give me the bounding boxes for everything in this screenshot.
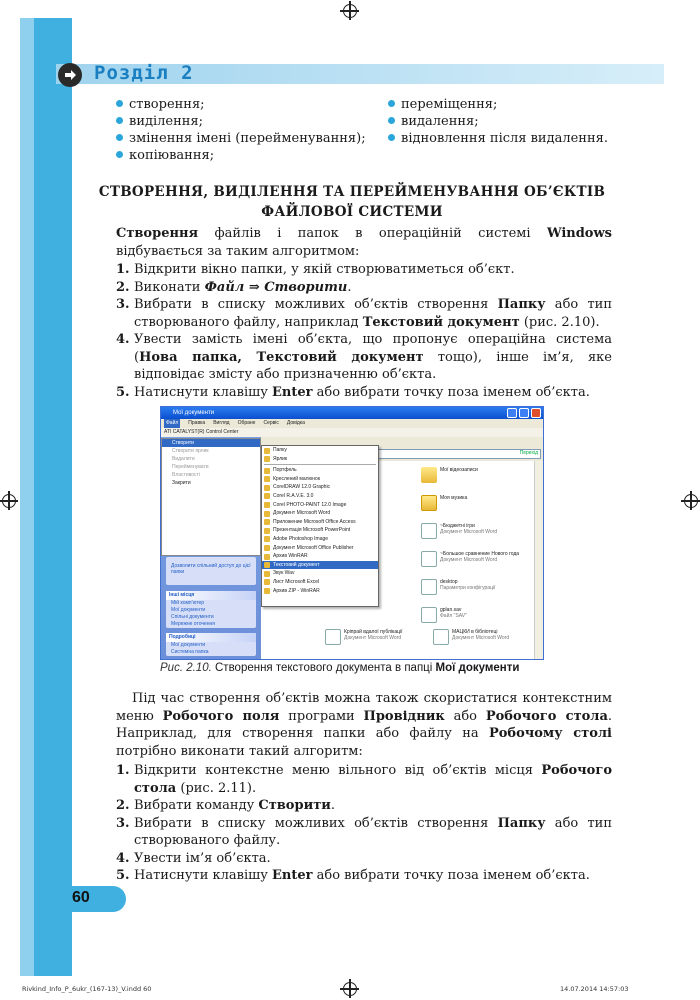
menu-item[interactable]: Сервіс [263,420,279,426]
create-submenu-item[interactable]: Текстовий документ [262,561,378,570]
file-labels [452,629,509,641]
footer-timestamp: 14.07.2014 14:57:03 [560,985,629,993]
step-fragment: або вибрати точку поза іменем об’єкта. [312,384,590,400]
step-item [116,867,612,885]
create-submenu-item[interactable]: Corel R.A.V.E. 3.0 [262,492,378,501]
step-text [134,867,612,885]
file-labels [440,467,478,473]
bullet-item [116,96,366,113]
intro-text-2: відбувається за таким алгоритмом: [116,243,360,259]
step-item [116,331,612,384]
step-number: 4. [116,850,130,866]
step-bold: Створити [258,798,331,813]
step-fragment: Увести замість імені об’єкта, що пропонує операційна система ( [134,332,612,365]
file-labels [440,523,497,535]
create-submenu-item[interactable]: Звук Wav [262,569,378,578]
step-fragment: або вибрати точку поза іменем об’єкта. [312,868,590,883]
document-icon [325,629,341,645]
file-type: Документ Microsoft Word [344,635,402,641]
menu-separator [264,464,376,465]
bullet-dot-icon [388,134,395,141]
step-bold: Робочого стола [134,763,612,796]
window-menu-bar [161,419,543,428]
folder-icon [421,495,437,511]
bullet-dot-icon [388,117,395,124]
explorer-screenshot [160,406,544,660]
step-fragment: або тип створюваного файлу, наприклад [134,297,612,330]
toolbar-text: ATI CATALYST(R) Control Center [164,429,239,435]
create-submenu-item[interactable]: Презентація Microsoft PowerPoint [262,526,378,535]
details-panel [166,633,256,656]
window-controls [507,408,541,418]
bullet-item [116,130,366,147]
bullet-dot-icon [116,134,123,141]
step-text [134,384,612,402]
step-bold: Папку [497,815,546,831]
file-labels [344,629,402,641]
create-submenu-item[interactable]: Приложение Microsoft Office Access [262,518,378,527]
step-item [116,850,612,868]
create-submenu-item[interactable]: Ярлик [262,455,378,464]
step-bold: Нова папка, Текстовий документ [139,349,424,365]
step-number: 2. [116,279,130,295]
step-fragment: . [347,279,352,295]
step-text [134,815,612,850]
places-panel [166,591,256,628]
file-type: Документ Microsoft Word [440,529,498,535]
bullet-text: створення; [129,97,205,112]
window-title-bar [161,407,543,419]
step-fragment: Відкрити вікно папки, у якій створюватиметься об’єкт. [134,262,515,277]
crop-mark-top-icon [343,4,357,18]
create-submenu-item[interactable]: Документ Microsoft Word [262,509,378,518]
step-number: 3. [116,815,130,831]
file-menu-item[interactable]: Закрити [172,480,191,486]
bullet-dot-icon [116,117,123,124]
create-submenu-item[interactable]: Corel PHOTO-PAINT 12.0 Image [262,501,378,510]
step-item [116,384,612,402]
step-bold: Enter [272,868,313,883]
step-fragment: Відкрити контекстне меню вільного від об’єктів місця [134,763,542,778]
file-labels [440,551,519,563]
step-number: 1. [116,262,130,277]
menu-item[interactable]: Правка [188,420,206,426]
document-icon [421,607,437,623]
file-menu-item[interactable]: Перейменувати [172,464,209,470]
chapter-arrow-icon [58,63,82,87]
create-submenu-item[interactable]: Архив WinRAR [262,552,378,561]
caption-text: Створення текстового документа в папці [211,662,436,674]
intro-text-1: файлів і папок в операційній системі [198,226,547,241]
step-text [134,331,612,384]
page-number-tab [56,886,126,912]
steps-list-2 [116,762,612,885]
steps-list-1 [116,261,612,401]
file-name: gplan.sav [440,607,462,613]
file-labels [440,607,467,619]
step-number: 2. [116,798,130,813]
figure-caption [160,662,560,674]
para2-bold-2: Провідник [363,708,445,724]
step-fragment: . [330,798,336,813]
para2-text-1: Під час створення об’єктів можна також скористатися контекстним меню [116,691,612,724]
folder-icon [421,467,437,483]
step-text [134,279,612,297]
menu-item[interactable]: Обране [237,420,256,426]
intro-bold-1: Створення [116,226,199,241]
menu-item[interactable]: Довідка [286,420,305,426]
create-submenu-item[interactable]: CorelDRAW 12.0 Graphic [262,483,378,492]
step-fragment: Вибрати в списку можливих об’єктів створення [134,815,498,831]
step-bold: Файл ⇒ Створити [204,279,348,295]
caption-bold: Мої документи [435,662,520,674]
intro-bold-2: Windows [546,226,612,241]
intro-paragraph [116,225,612,260]
go-button: Перехід [519,450,538,456]
file-menu-item[interactable]: Властивості [172,472,200,478]
address-bar [376,449,541,459]
create-submenu-item[interactable]: Портфель [262,466,378,475]
file-item[interactable] [421,467,544,483]
caption-label: Рис. 2.10. [160,662,212,674]
document-icon [421,523,437,539]
bullet-list-left [116,96,366,164]
step-text [134,797,612,815]
step-bold: Текстовий документ [362,314,520,330]
bullet-dot-icon [116,100,123,107]
create-submenu-item[interactable]: Лист Microsoft Excel [262,578,378,587]
para2-bold-4: Робочому столі [488,726,612,741]
bullet-text: відновлення після видалення. [401,131,608,146]
bullet-item [116,147,366,164]
step-item [116,815,612,850]
file-name: ~Бюджетні ігри [440,523,475,529]
step-fragment: (рис. 2.11). [176,780,257,796]
step-item [116,261,612,279]
file-type: Файл "SAV" [440,613,467,619]
step-text [134,762,612,797]
section-heading-line1: СТВОРЕННЯ, ВИДІЛЕННЯ ТА ПЕРЕЙМЕНУВАННЯ ОБ’ЄКТІВ [98,184,606,200]
step-number: 3. [116,297,130,312]
task-pane-link[interactable]: Мої документи [171,607,206,613]
create-submenu-item[interactable]: Архив ZIP - WinRAR [262,587,378,596]
create-submenu-item[interactable]: Креслений малюнок [262,475,378,484]
step-fragment: Увести ім’я об’єкта. [134,850,271,866]
step-text [134,850,612,868]
create-submenu-item[interactable]: Документ Microsoft Office Publisher [262,544,378,553]
file-menu-item[interactable]: Створити [162,439,260,447]
step-fragment: Вибрати команду [134,798,259,813]
menu-item[interactable]: Файл [166,420,179,426]
task-pane-link[interactable]: Системна папка [171,649,209,655]
step-item [116,762,612,797]
places-panel-title: Інші місця [166,591,256,600]
step-number: 5. [116,868,130,883]
task-pane-link[interactable]: Мої документи [171,642,206,648]
document-icon [433,629,449,645]
section-heading [92,182,612,222]
bullet-item [388,130,608,147]
menu-item[interactable]: Вигляд [213,420,230,426]
section-heading-line2: ФАЙЛОВОЇ СИСТЕМИ [261,204,443,220]
crop-mark-right-icon [684,494,698,508]
file-name: desktop [440,579,458,585]
para2-bold-3: Робочого стола [485,708,608,724]
bullet-item [388,96,608,113]
bullet-item [116,113,366,130]
file-type: Документ Microsoft Word [452,635,510,641]
bullet-text: переміщення; [401,97,498,112]
bullet-dot-icon [388,100,395,107]
para2-text-5: потрібно виконати такий алгоритм: [116,743,363,759]
file-item[interactable] [421,607,544,623]
window-toolbar [161,428,543,437]
close-icon [531,408,541,418]
file-item[interactable] [421,551,544,567]
file-type: Документ Microsoft Word [440,557,498,563]
bullet-text: видалення; [401,114,479,129]
step-text [134,296,612,331]
file-type: Параметри конфігурації [440,585,496,591]
para2-bold-1: Робочого поля [162,708,280,724]
create-submenu-item[interactable]: Папку [262,446,378,455]
second-paragraph [116,690,612,760]
document-icon [421,579,437,595]
bullet-list-right [388,96,608,147]
file-name: ~Большое сравнение Нового года [440,551,520,557]
minimize-icon [507,408,517,418]
bullet-text: виділення; [129,114,204,129]
para2-text-3: або [444,708,486,724]
details-panel-title: Подробиці [166,633,256,642]
step-fragment: тощо), інше ім’я, яке відповідає змісту або призначенню об’єкта. [134,349,612,382]
para2-text-2: програми [279,708,364,724]
step-fragment: або тип створюваного файлу. [134,815,612,848]
step-bold: Папку [497,297,546,312]
file-labels [440,495,467,501]
file-name: Моя музика [440,495,468,501]
step-fragment: Натиснути клавішу [134,384,273,400]
file-item[interactable] [421,495,544,511]
side-color-band [20,18,72,976]
maximize-icon [519,408,529,418]
footer-file-info: Rivkind_Info_P_6ukr_(167-13)_V.indd 60 [22,985,152,993]
para2-text-4: . Наприклад, для створення папки або файлу на [116,708,613,741]
step-number: 5. [116,384,130,400]
window-title: Мої документи [173,410,215,416]
side-band-inner [20,18,34,976]
task-pane-link[interactable]: Спільні документи [171,614,214,620]
create-submenu [261,445,379,607]
create-submenu-item[interactable]: Adobe Photoshop Image [262,535,378,544]
file-menu-item[interactable]: Створити ярлик [172,448,209,454]
file-name: Кріпрай вдалої публікації [344,629,403,635]
bullet-text: змінення імені (перейменування); [129,131,366,146]
step-number: 4. [116,332,130,347]
step-fragment: Вибрати в списку можливих об’єктів створення [134,297,498,312]
scrollbar [534,461,543,659]
bullet-item [388,113,608,130]
step-text [134,261,612,279]
crop-mark-bottom-icon [343,982,357,996]
file-item[interactable] [421,523,544,539]
step-item [116,296,612,331]
file-item[interactable] [421,579,544,595]
file-name: МАЦКИ в бібліотеці [452,629,498,635]
task-pane-link[interactable]: Мій комп'ютер [171,600,205,606]
bullet-text: копіювання; [129,148,215,163]
document-icon [421,551,437,567]
file-labels [440,579,495,591]
step-fragment: Натиснути клавішу [134,868,273,883]
bullet-dot-icon [116,151,123,158]
step-fragment: Виконати [134,279,205,295]
step-item [116,797,612,815]
share-panel-row: Дозволити спільний доступ до цієї папки [171,563,251,575]
file-item[interactable] [433,629,544,645]
share-panel [166,557,256,585]
step-item [116,279,612,297]
file-name: Мої відеозаписи [440,467,478,473]
task-pane-link[interactable]: Мережне оточення [171,621,215,627]
page-number: 60 [72,889,90,906]
file-menu-dropdown [161,438,261,556]
file-menu-item[interactable]: Видалити [172,456,195,462]
chapter-title: Розділ 2 [94,62,194,84]
crop-mark-left-icon [2,494,16,508]
step-number: 1. [116,763,130,778]
step-fragment: (рис. 2.10). [519,314,600,330]
step-bold: Enter [272,384,313,400]
